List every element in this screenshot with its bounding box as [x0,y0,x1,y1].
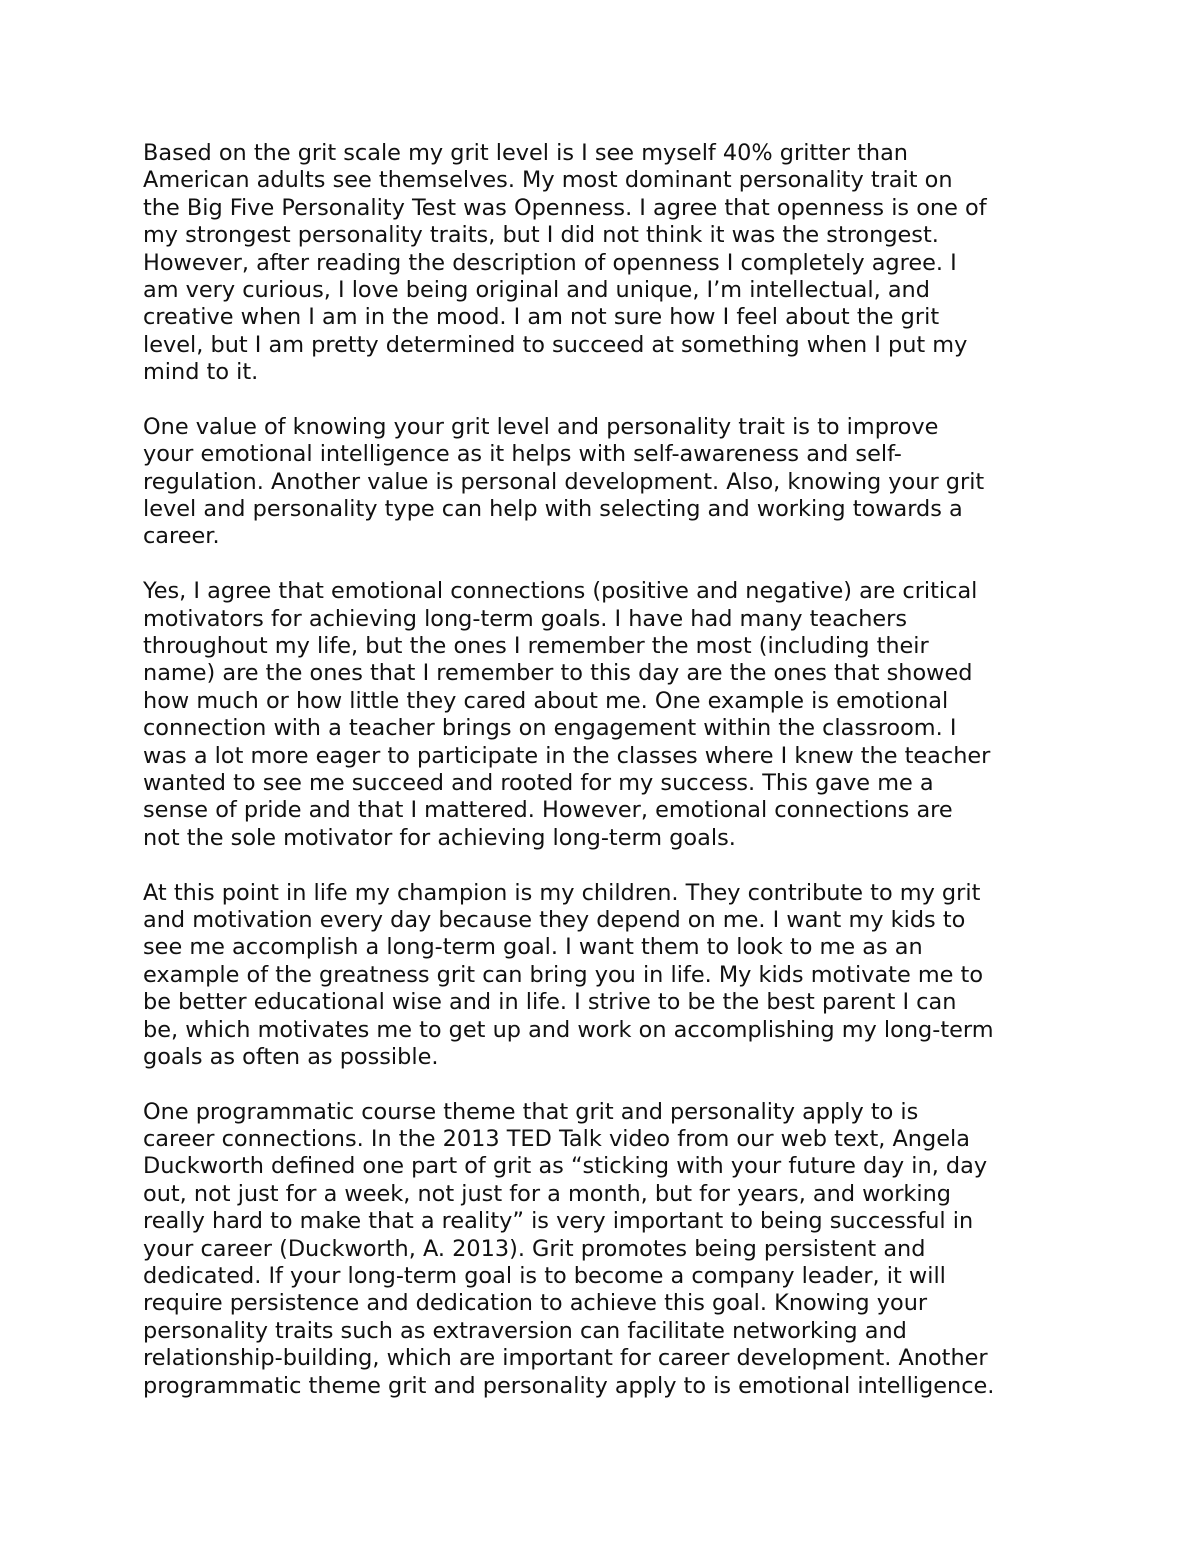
text-line: sense of pride and that I mattered. However, emotional connections are [143,797,953,824]
paragraph-grit-level [143,140,1073,387]
text-line: Based on the grit scale my grit level is I see myself 40% gritter than [143,140,908,166]
text-line: not the sole motivator for achieving long-term goals. [143,824,736,851]
text-line: creative when I am in the mood. I am not sure how I feel about the grit [143,304,940,331]
text-line: name) are the ones that I remember to this day are the ones that showed [143,660,973,687]
text-line: your career (Duckworth, A. 2013). Grit promotes being persistent and [143,1235,926,1262]
paragraph-programmatic-theme [143,1099,1073,1400]
text-line: and motivation every day because they depend on me. I want my kids to [143,906,966,933]
text-line: dedicated. If your long-term goal is to become a company leader, it will [143,1263,946,1290]
paragraph-emotional-connections [143,578,1073,852]
text-line: really hard to make that a reality” is very important to being successful in [143,1208,974,1235]
text-line: career. [143,523,220,550]
text-line: require persistence and dedication to achieve this goal. Knowing your [143,1290,928,1317]
paragraph-champion [143,880,1073,1072]
text-line: be better educational wise and in life. I strive to be the best parent I can [143,989,957,1016]
text-line: throughout my life, but the ones I remember the most (including their [143,633,929,660]
text-line: regulation. Another value is personal development. Also, knowing your grit [143,468,985,495]
text-line: be, which motivates me to get up and work on accomplishing my long-term [143,1016,994,1043]
text-line: At this point in life my champion is my children. They contribute to my grit [143,879,981,906]
text-line: am very curious, I love being original and unique, I’m intellectual, and [143,276,930,303]
text-line: out, not just for a week, not just for a month, but for years, and working [143,1180,951,1207]
text-line: level, but I am pretty determined to succeed at something when I put my [143,331,968,358]
text-line: wanted to see me succeed and rooted for my success. This gave me a [143,769,934,796]
text-line: your emotional intelligence as it helps with self-awareness and self- [143,441,902,468]
text-line: Duckworth defined one part of grit as “sticking with your future day in, day [143,1153,988,1180]
text-line: However, after reading the description of openness I completely agree. I [143,249,957,276]
text-line: goals as often as possible. [143,1043,439,1070]
text-line: One programmatic course theme that grit and personality apply to is [143,1098,919,1125]
text-line: was a lot more eager to participate in the classes where I knew the teacher [143,742,991,769]
text-line: example of the greatness grit can bring you in life. My kids motivate me to [143,961,984,988]
text-line: motivators for achieving long-term goals. I have had many teachers [143,605,908,632]
text-line: how much or how little they cared about me. One example is emotional [143,687,949,714]
text-line: One value of knowing your grit level and personality trait is to improve [143,413,939,440]
text-line: American adults see themselves. My most dominant personality trait on [143,167,953,194]
text-line: my strongest personality traits, but I did not think it was the strongest. [143,222,939,249]
text-line: level and personality type can help with selecting and working towards a [143,496,963,523]
text-line: see me accomplish a long-term goal. I want them to look to me as an [143,934,923,961]
text-line: connection with a teacher brings on engagement within the classroom. I [143,715,957,742]
text-line: Yes, I agree that emotional connections (positive and negative) are critical [143,578,978,605]
text-line: relationship-building, which are important for career development. Another [143,1345,988,1372]
paragraph-value-of-knowing [143,414,1073,551]
text-line: programmatic theme grit and personality apply to is emotional intelligence. [143,1372,995,1399]
document-body [143,140,1073,1427]
text-line: personality traits such as extraversion can facilitate networking and [143,1317,907,1344]
text-line: mind to it. [143,359,259,386]
text-line: the Big Five Personality Test was Openness. I agree that openness is one of [143,194,987,221]
text-line: career connections. In the 2013 TED Talk video from our web text, Angela [143,1126,970,1153]
